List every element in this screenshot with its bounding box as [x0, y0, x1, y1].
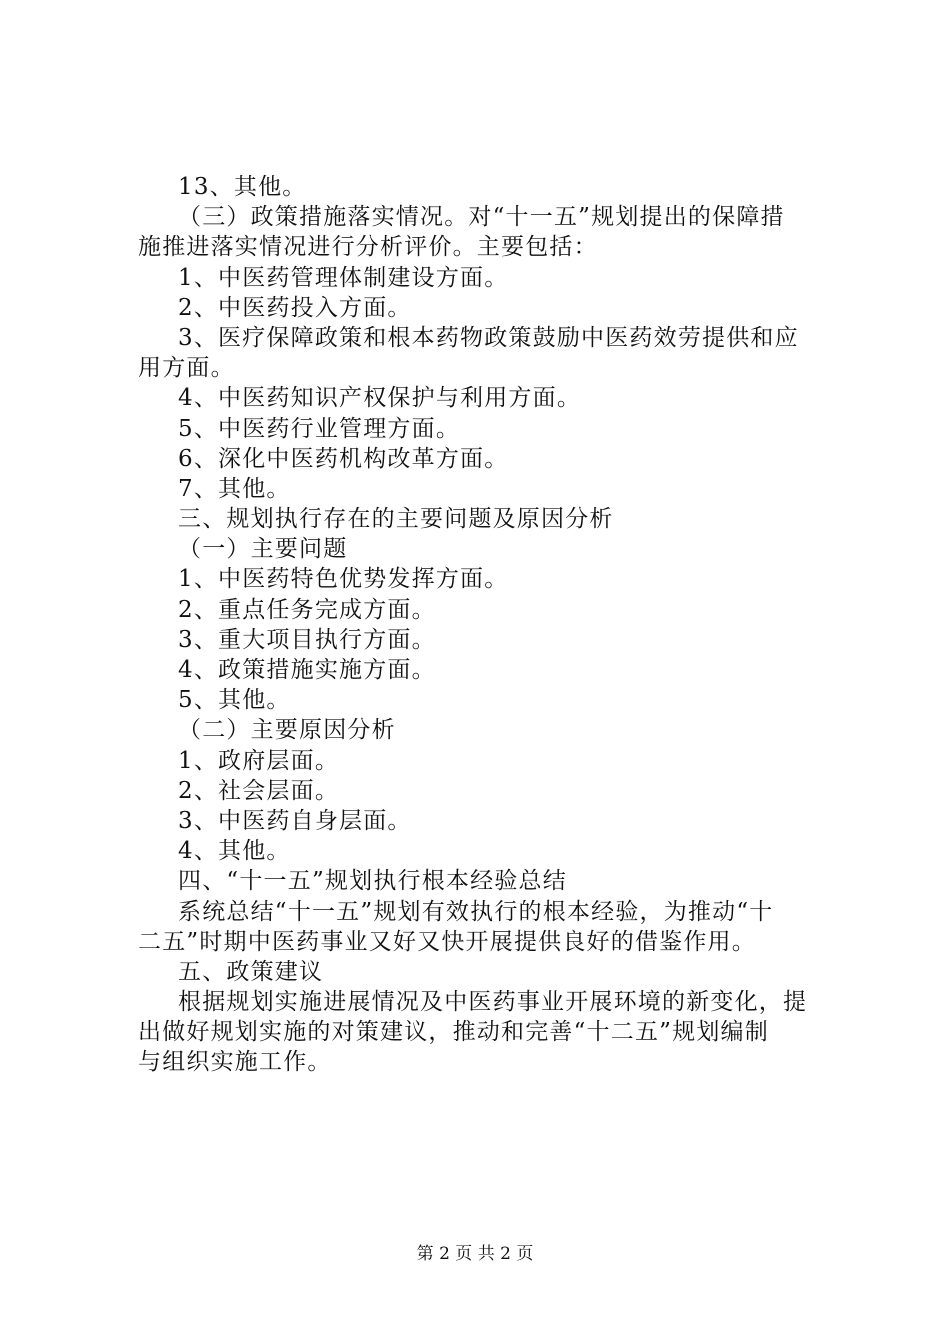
text-line: 13、其他。	[178, 174, 307, 200]
text-line: 二五”时期中医药事业又好又快开展提供良好的借鉴作用。	[138, 928, 756, 955]
text-line: 出做好规划实施的对策建议，推动和完善“十二五”规划编制	[138, 1019, 769, 1046]
text-line: 3、重大项目执行方面。	[178, 626, 436, 653]
text-line: （一）主要问题	[178, 536, 348, 563]
text-line: （二）主要原因分析	[178, 717, 396, 744]
text-line: 根据规划实施进展情况及中医药事业开展环境的新变化，提	[178, 989, 808, 1016]
text-line: 5、中医药行业管理方面。	[178, 415, 461, 442]
text-line: 系统总结“十一五”规划有效执行的根本经验，为推动“十	[178, 898, 774, 925]
text-line: 1、政府层面。	[178, 747, 340, 774]
text-line: 6、深化中医药机构改革方面。	[178, 445, 509, 472]
text-line: 2、重点任务完成方面。	[178, 596, 436, 623]
text-line: 1、中医药特色优势发挥方面。	[178, 566, 509, 593]
document-body	[138, 172, 838, 1078]
text-line: 与组织实施工作。	[138, 1049, 332, 1076]
text-line: 4、中医药知识产权保护与利用方面。	[178, 385, 582, 412]
text-line: 1、中医药管理体制建设方面。	[178, 264, 509, 291]
text-line: 5、其他。	[178, 687, 291, 714]
text-line: （三）政策措施落实情况。对“十一五”规划提出的保障措	[178, 204, 785, 231]
text-line: 三、规划执行存在的主要问题及原因分析	[178, 506, 614, 533]
text-line: 3、医疗保障政策和根本药物政策鼓励中医药效劳提供和应	[178, 324, 799, 351]
text-line: 施推进落实情况进行分析评价。主要包括：	[138, 234, 598, 261]
text-line: 2、社会层面。	[178, 777, 340, 804]
text-line: 四、“十一五”规划执行根本经验总结	[178, 868, 567, 895]
text-line: 3、中医药自身层面。	[178, 807, 412, 834]
text-line: 2、中医药投入方面。	[178, 294, 412, 321]
text-line: 4、其他。	[178, 838, 291, 865]
text-line: 7、其他。	[178, 475, 291, 502]
text-line: 用方面。	[138, 355, 235, 382]
page-footer: 第 2 页 共 2 页	[416, 1244, 534, 1264]
text-line: 五、政策建议	[178, 958, 324, 985]
text-line: 4、政策措施实施方面。	[178, 657, 436, 683]
